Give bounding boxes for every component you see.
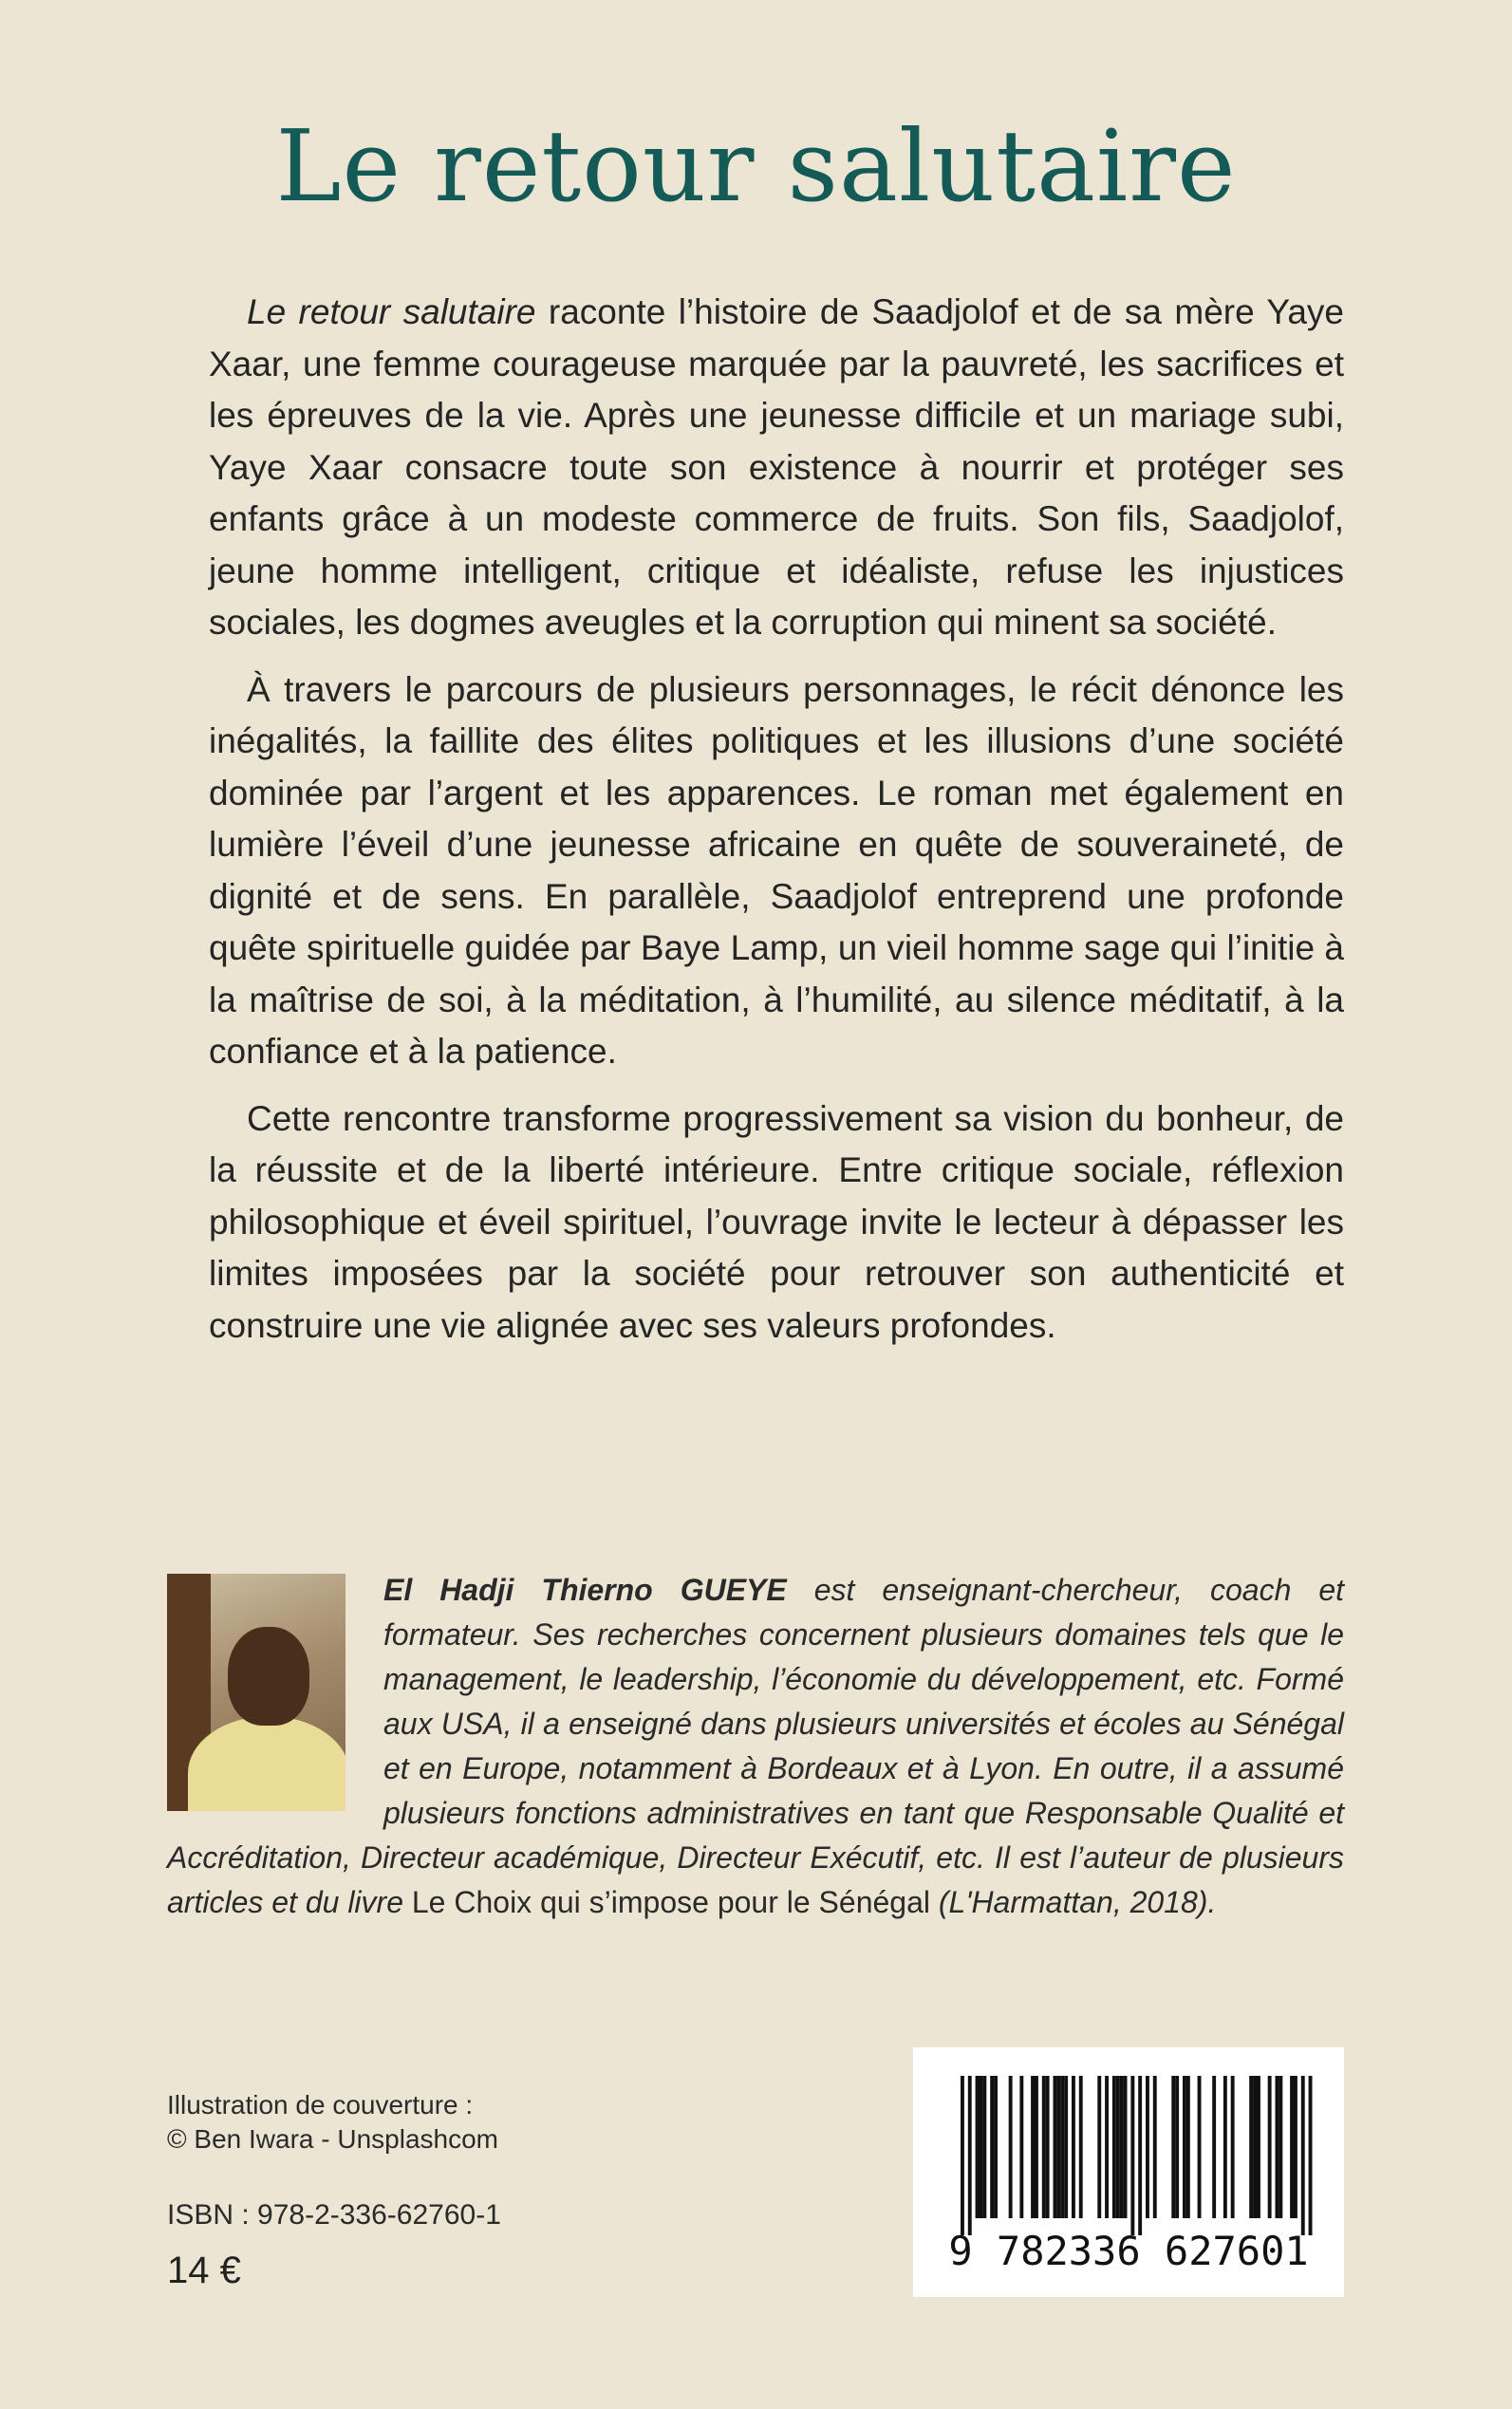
- author-book-ref: (L'Harmattan, 2018).: [929, 1885, 1217, 1919]
- barcode-bar: [1198, 2076, 1202, 2218]
- barcode-bar: [1294, 2076, 1297, 2218]
- barcode-bar: [1009, 2076, 1013, 2218]
- barcode-bar: [1112, 2076, 1116, 2218]
- blurb-paragraph-2: À travers le parcours de plusieurs personnages, le récit dénonce les inégalités, la faillite des élites politiques et les illusions d’une société dominée par l’argent et les apparences. Le roman met également en lumière l’éveil d’une jeunesse africaine en quête de souveraineté, de dignité et de sens. En parallèle, Saadjolof entreprend une profonde quête spirituelle guidée par Baye Lamp, un vieil homme sage qui l’initie à la maîtrise de soi, à la méditation, à l’humilité, au silence méditatif, à la confiance et à la patience.: [209, 669, 1344, 1071]
- barcode-bar: [1046, 2076, 1050, 2218]
- barcode-bar: [1309, 2076, 1313, 2235]
- author-bio: [167, 1568, 1344, 1925]
- barcode-bar: [1124, 2076, 1128, 2218]
- barcode-bar: [1268, 2076, 1272, 2218]
- author-name: El Hadji Thierno GUEYE: [383, 1573, 787, 1607]
- barcode-bar: [1249, 2076, 1253, 2218]
- back-cover-blurb: [209, 287, 1344, 1367]
- barcode-bar: [1035, 2076, 1038, 2218]
- barcode-bar: [982, 2076, 986, 2218]
- barcode-bar: [1097, 2076, 1101, 2218]
- author-book-title: Le Choix qui s’impose pour le Sénégal: [411, 1885, 930, 1919]
- barcode-bar: [1056, 2076, 1060, 2218]
- barcode-bar: [1130, 2076, 1134, 2235]
- blurb-paragraph-3: Cette rencontre transforme progressivement sa vision du bonheur, de la réussite et de la liberté intérieure. Entre critique sociale, réflexion philosophique et éveil spirituel, l’ouvrage invite le lecteur à dépasser les limites imposées par la société pour retrouver son authenticité et construire une vie alignée avec ses valeurs profondes.: [209, 1098, 1344, 1345]
- cover-credit: [167, 2088, 498, 2157]
- barcode-bar: [976, 2076, 980, 2218]
- barcode-bar: [980, 2076, 983, 2218]
- barcode-digits: 9 782336 627601: [948, 2228, 1309, 2274]
- blurb-title-italic: Le retour salutaire: [247, 292, 536, 331]
- barcode-bar: [1079, 2076, 1083, 2218]
- cover-credit-line-1: Illustration de couverture :: [167, 2090, 474, 2120]
- barcode-bar: [1175, 2076, 1179, 2218]
- barcode-bar: [1120, 2076, 1124, 2218]
- barcode-bar: [1276, 2076, 1279, 2218]
- isbn: ISBN : 978-2-336-62760-1: [167, 2199, 501, 2231]
- barcode-bar: [1231, 2076, 1235, 2218]
- price: 14 €: [167, 2250, 241, 2291]
- barcode-bar: [1186, 2076, 1190, 2218]
- author-bio-text: est enseignant-chercheur, coach et formateur. Ses recherches concernent plusieurs domaines tels que le management, le leadership, l’économie du développement, etc. Formé aux USA, il a enseigné dans plusieurs universités et écoles au Sénégal et en Europe, notamment à Bordeaux et à Lyon. En outre, il a assumé plusieurs fonctions administratives en tant que Responsable Qualité et Accréditation, Directeur académique, Directeur Exécutif, etc. Il est l’auteur de plusieurs articles et du livre: [167, 1573, 1345, 1919]
- barcode-bars: [926, 2076, 1331, 2237]
- barcode-bar: [1072, 2076, 1075, 2218]
- barcode-bar: [1060, 2076, 1064, 2218]
- barcode-bar: [1171, 2076, 1175, 2218]
- barcode-bar: [1019, 2076, 1023, 2218]
- barcode: [913, 2047, 1344, 2297]
- barcode-bar: [1279, 2076, 1282, 2218]
- barcode-bar: [990, 2076, 994, 2218]
- barcode-bar: [1064, 2076, 1068, 2218]
- barcode-bar: [1183, 2076, 1186, 2218]
- barcode-bar: [1153, 2076, 1157, 2218]
- barcode-bar: [1290, 2076, 1294, 2218]
- barcode-bar: [1105, 2076, 1109, 2218]
- barcode-bar: [1116, 2076, 1120, 2218]
- barcode-bar: [994, 2076, 998, 2218]
- barcode-bar: [1031, 2076, 1035, 2218]
- book-title: Le retour salutaire: [275, 108, 1237, 224]
- barcode-bar: [1054, 2076, 1057, 2218]
- barcode-bar: [1301, 2076, 1305, 2235]
- barcode-bar: [1146, 2076, 1149, 2218]
- barcode-bar: [961, 2076, 964, 2235]
- blurb-paragraph-1-text: raconte l’histoire de Saadjolof et de sa mère Yaye Xaar, une femme courageuse marquée par la pauvreté, les sacrifices et les épreuves de la vie. Après une jeunesse difficile et un mariage subi, Yaye Xaar consacre toute son existence à nourrir et protéger ses enfants grâce à un modeste commerce de fruits. Son fils, Saadjolof, jeune homme intelligent, critique et idéaliste, refuse les injustices sociales, les dogmes aveugles et la corruption qui minent sa société.: [209, 292, 1344, 642]
- author-photo: [167, 1574, 345, 1811]
- barcode-bar: [968, 2076, 972, 2235]
- barcode-bar: [1257, 2076, 1260, 2218]
- barcode-bar: [1212, 2076, 1216, 2218]
- blurb-paragraph-1: [209, 287, 1344, 649]
- barcode-bar: [1138, 2076, 1142, 2235]
- cover-credit-line-2: © Ben Iwara - Unsplashcom: [167, 2124, 498, 2154]
- barcode-bar: [1253, 2076, 1257, 2218]
- barcode-bar: [1223, 2076, 1227, 2218]
- barcode-bar: [1042, 2076, 1046, 2218]
